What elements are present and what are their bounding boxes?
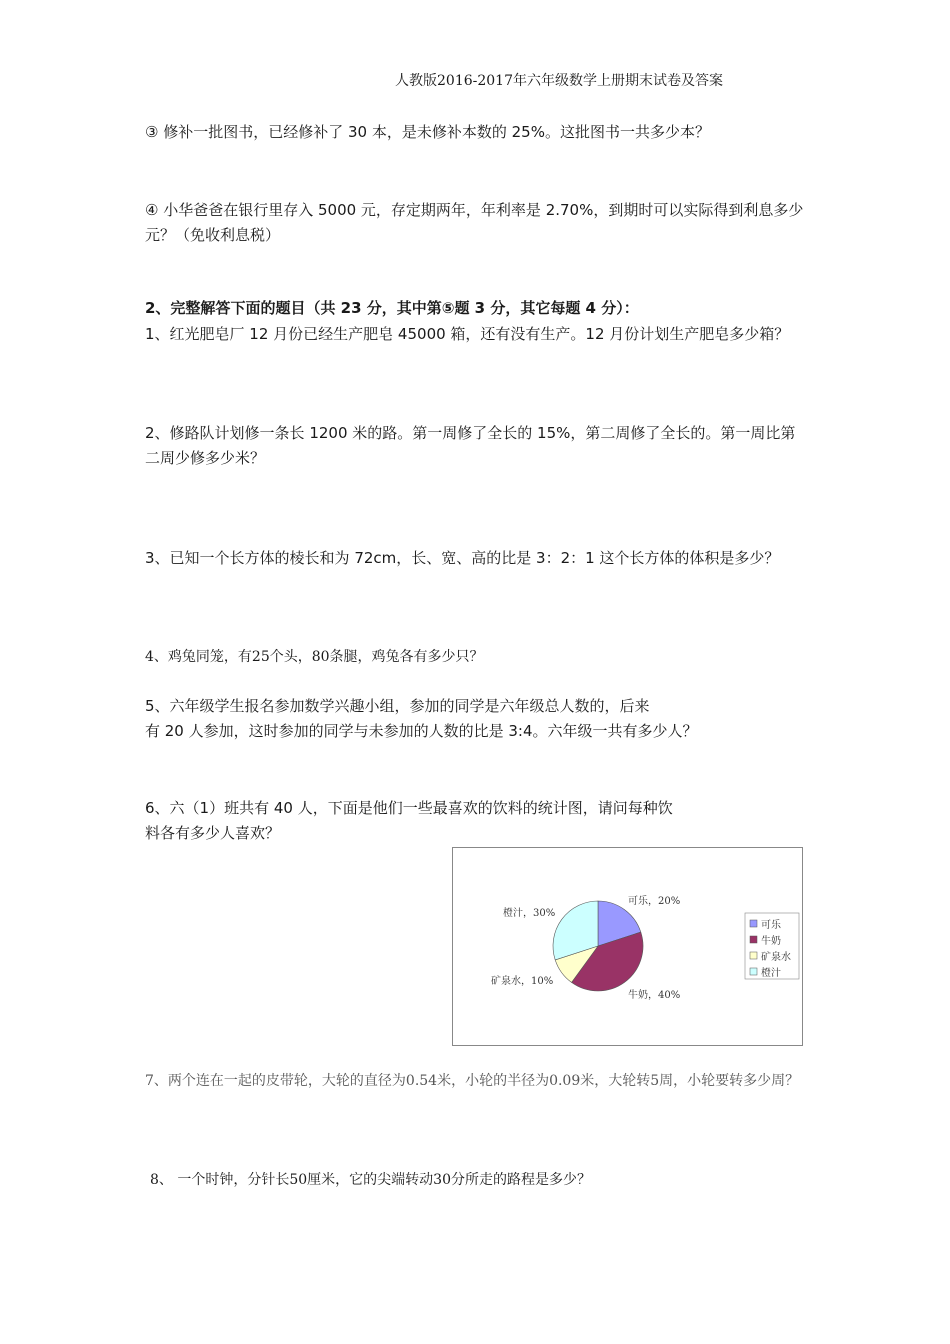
legend-label-4: 橙汁	[761, 968, 781, 979]
problem-4: 4、鸡兔同笼，有25个头，80条腿，鸡兔各有多少只？	[145, 649, 484, 665]
legend-swatch-1	[750, 920, 757, 927]
legend-label-1: 可乐	[761, 920, 781, 931]
pie-data-label-2: 牛奶，40%	[628, 990, 681, 1001]
legend-swatch-2	[750, 936, 757, 943]
section-2-title: 2、完整解答下面的题目（共 23 分，其中第⑤题 3 分，其它每题 4 分）：	[145, 299, 639, 317]
pie-chart	[453, 848, 802, 1045]
question-4-circled: ④ 小华爸爸在银行里存入 5000 元，存定期两年，年利率是 2.70%，到期时可以实际得到利息多少元？（免收利息税）	[145, 201, 804, 244]
page-header: 人教版2016-2017年六年级数学上册期末试卷及答案	[395, 73, 723, 89]
legend-swatch-3	[750, 952, 757, 959]
question-3-circled: ③ 修补一批图书，已经修补了 30 本，是未修补本数的 25%。这批图书一共多少本？	[145, 123, 710, 141]
problem-3: 3、已知一个长方体的棱长和为 72cm，长、宽、高的比是 3：2：1 这个长方体的体积是多少？	[145, 549, 780, 567]
problem-5-line-2: 有 20 人参加，这时参加的同学与未参加的人数的比是 3:4。六年级一共有多少人？	[145, 722, 698, 740]
legend-swatch-4	[750, 968, 757, 975]
pie-data-label-3: 矿泉水，10%	[491, 976, 554, 987]
problem-5-line-1: 5、六年级学生报名参加数学兴趣小组，参加的同学是六年级总人数的，后来	[145, 697, 650, 715]
legend-label-3: 矿泉水	[761, 952, 791, 963]
problem-2: 2、修路队计划修一条长 1200 米的路。第一周修了全长的 15%，第二周修了全长的。第一周比第二周少修多少米？	[145, 424, 796, 467]
pie-chart-frame	[452, 847, 803, 1046]
pie-data-label-1: 可乐，20%	[628, 896, 681, 907]
problem-1: 1、红光肥皂厂 12 月份已经生产肥皂 45000 箱，还有没有生产。12 月份计划生产肥皂多少箱？	[145, 325, 790, 343]
problem-7: 7、两个连在一起的皮带轮，大轮的直径为0.54米，小轮的半径为0.09米，大轮转5周，小轮要转多少周？	[145, 1073, 800, 1089]
pie-data-label-4: 橙汁，30%	[503, 908, 556, 919]
problem-6-line-2: 料各有多少人喜欢？	[145, 824, 281, 842]
legend-label-2: 牛奶	[761, 936, 781, 947]
problem-6-line-1: 6、六（1）班共有 40 人，下面是他们一些最喜欢的饮料的统计图，请问每种饮	[145, 799, 673, 817]
problem-8: 8、 一个时钟，分针长50厘米，它的尖端转动30分所走的路程是多少？	[150, 1172, 591, 1188]
